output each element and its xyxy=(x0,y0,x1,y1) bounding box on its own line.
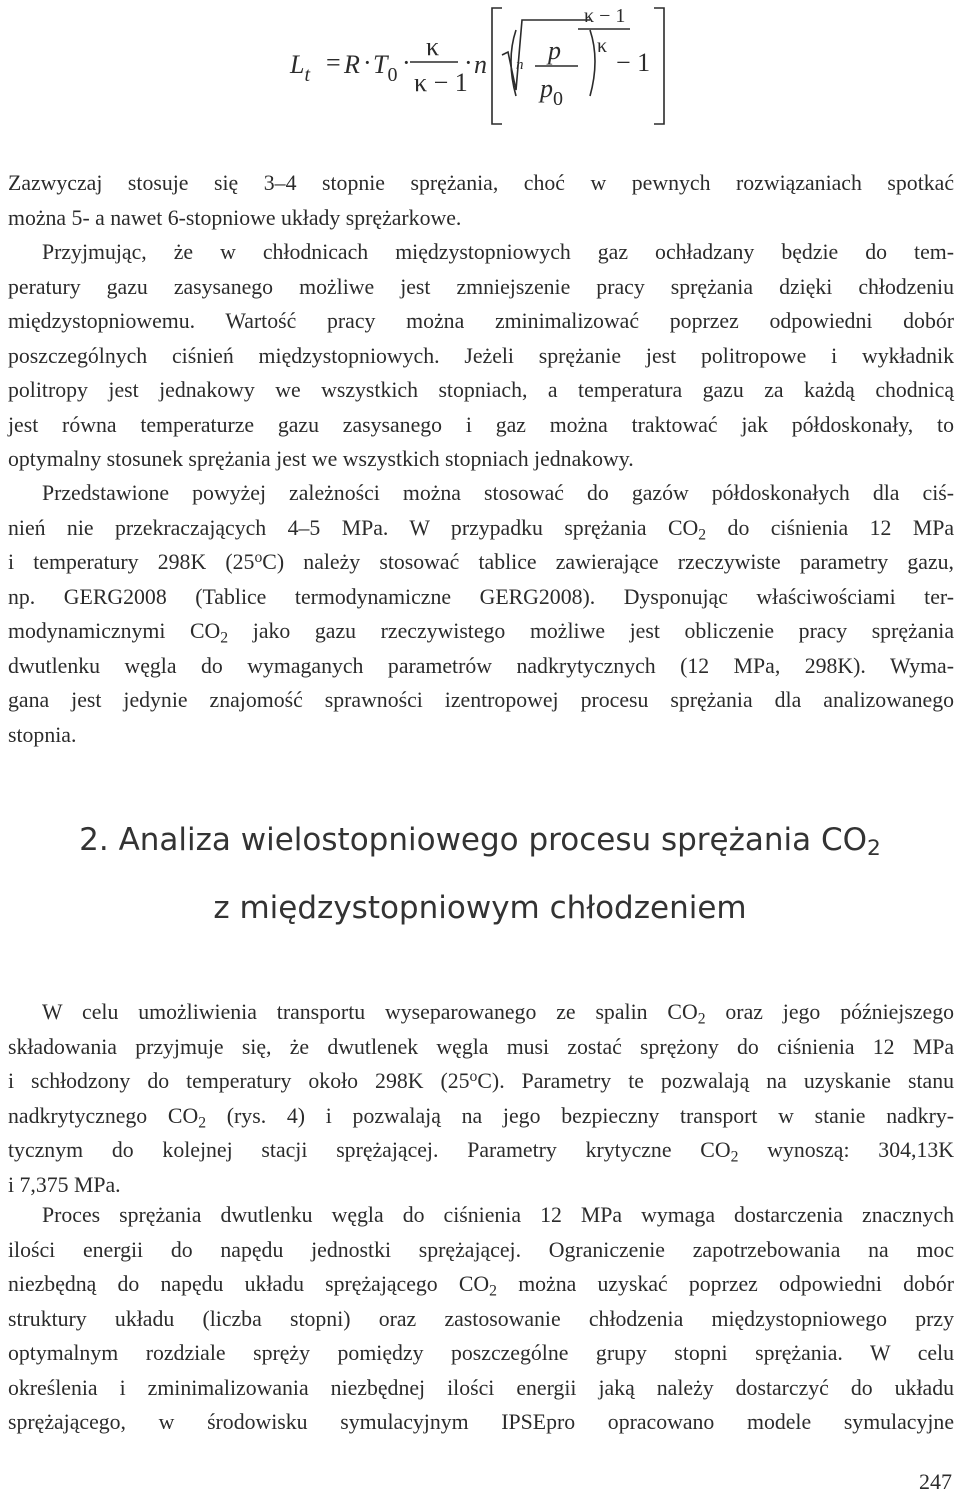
eq-exp-numerator: κ − 1 xyxy=(584,5,626,27)
text-line: Przyjmując, że w chłodnicach międzystopniowych gaz ochładzany będzie do tem- xyxy=(42,240,954,264)
eq-dot: · xyxy=(363,48,372,77)
text-line: Zazwyczaj stosuje się 3–4 stopnie sprężania, choć w pewnych rozwiązaniach spotkać xyxy=(8,171,954,195)
left-square-bracket xyxy=(492,8,502,124)
right-square-bracket xyxy=(654,8,664,124)
text-line: Proces sprężania dwutlenku węgla do ciśnienia 12 MPa wymaga dostarczenia znacznych xyxy=(42,1203,954,1227)
text-line: np. GERG2008 (Tablice termodynamiczne GERG2008). Dysponując właściwościami ter- xyxy=(8,584,954,609)
section-heading-line-1: 2. Analiza wielostopniowego procesu sprężania CO2 xyxy=(79,822,881,861)
eq-r: R xyxy=(344,50,360,79)
eq-p: p xyxy=(548,36,561,65)
equation-work-formula xyxy=(280,0,680,135)
text-line: i 7,375 MPa. xyxy=(8,1172,121,1197)
eq-equals: = xyxy=(326,48,341,77)
text-line: ilości energii do napędu jednostki sprężającej. Ograniczenie zapotrzebowania na moc xyxy=(8,1237,954,1262)
text-line: poszczególnych ciśnień międzystopniowych. Jeżeli sprężanie jest politropowe i wykładnik xyxy=(8,343,954,368)
text-line: określenia i zminimalizowania niezbędnej ilości energii jaką należy dostarczyć do układu xyxy=(8,1375,954,1400)
eq-root-index: n xyxy=(516,57,524,73)
text-line: Przedstawione powyżej zależności można stosować do gazów półdoskonałych dla ciś- xyxy=(42,481,954,505)
text-line: niezbędną do napędu układu sprężającego $CO_2$ można uzyskać poprzez odpowiedni dobór xyxy=(8,1272,954,1300)
text-line: gana jest jedynie znajomość sprawności izentropowej procesu sprężania dla analizowanego xyxy=(8,688,954,712)
text-line: stopnia. xyxy=(8,722,77,747)
text-line: dwutlenku węgla do wymaganych parametrów nadkrytycznych (12 MPa, 298K). Wyma- xyxy=(8,653,954,678)
text-line: można 5- a nawet 6-stopniowe układy sprężarkowe. xyxy=(8,205,462,230)
eq-kappa-denominator: κ − 1 xyxy=(414,68,468,97)
right-parenthesis xyxy=(590,30,595,96)
text-line: międzystopniowemu. Wartość pracy można zminimalizować poprzez odpowiedni dobór xyxy=(8,309,954,333)
text-line: politropy jest jednakowy we wszystkich stopniach, a temperatura gazu za każdą chodnicą xyxy=(8,378,954,402)
paragraph-energy xyxy=(8,1198,954,1440)
eq-lhs: $L_t$ xyxy=(290,50,311,86)
text-line: modynamicznymi $CO_2$ jako gazu rzeczywistego możliwe jest obliczenie pracy sprężania xyxy=(8,619,954,647)
text-line: W celu umożliwienia transportu wyseparowanego ze spalin $CO_2$ oraz jego późniejszego xyxy=(42,1000,954,1028)
text-line: struktury układu (liczba stopni) oraz zastosowanie chłodzenia międzystopniowego przy xyxy=(8,1306,954,1331)
paragraph-stages xyxy=(8,166,954,477)
eq-minus-one: − 1 xyxy=(616,48,651,77)
text-line: tycznym do kolejnej stacji sprężającej. Parametry krytyczne $CO_2$ wynoszą: 304,13K xyxy=(8,1138,954,1166)
text-line: i temperatury 298K (25$^o$C) należy stosować tablice zawierające rzeczywiste parametry gazu, xyxy=(8,548,954,574)
eq-dot-2: · xyxy=(402,48,411,77)
text-line: składowania przyjmuje się, że dwutlenek węgla musi zostać sprężony do ciśnienia 12 MPa xyxy=(8,1034,954,1059)
text-line: optymalny stosunek sprężania jest we wszystkich stopniach jednakowy. xyxy=(8,447,634,471)
page-number: 247 xyxy=(919,1469,952,1494)
text-line: optymalnym rozdziale spręży pomiędzy poszczególne grupy stopni sprężania. W celu xyxy=(8,1341,954,1365)
eq-t0: $T_0$ xyxy=(373,50,398,86)
text-line: nadkrytycznego $CO_2$ (rys. 4) i pozwalają na jego bezpieczny transport w stanie nadkry- xyxy=(8,1103,954,1131)
eq-p0: $p_0$ xyxy=(540,74,563,110)
paragraph-real-gas xyxy=(8,476,954,752)
eq-exp-denominator: κ xyxy=(597,35,608,57)
paragraph-transport xyxy=(8,995,954,1202)
section-heading-line-2: z międzystopniowym chłodzeniem xyxy=(213,890,747,926)
text-line: sprężającego, w środowisku symulacyjnym IPSEpro opracowano modele symulacyjne xyxy=(8,1410,954,1434)
text-line: i schłodzony do temperatury około 298K (25$^o$C). Parametry te pozwalają na uzyskanie stanu xyxy=(8,1067,954,1093)
text-line: jest równa temperaturze gazu zasysanego i gaz można traktować jak półdoskonały, to xyxy=(8,412,954,437)
text-line: nień nie przekraczających 4–5 MPa. W przypadku sprężania $CO_2$ do ciśnienia 12 MPa xyxy=(8,515,954,543)
text-line: peratury gazu zasysanego możliwe jest zmniejszenie pracy sprężania dzięki chłodzeniu xyxy=(8,274,954,299)
eq-kappa-numerator: κ xyxy=(426,32,440,61)
eq-dot-3: · xyxy=(464,48,473,77)
eq-n: n xyxy=(474,50,487,79)
